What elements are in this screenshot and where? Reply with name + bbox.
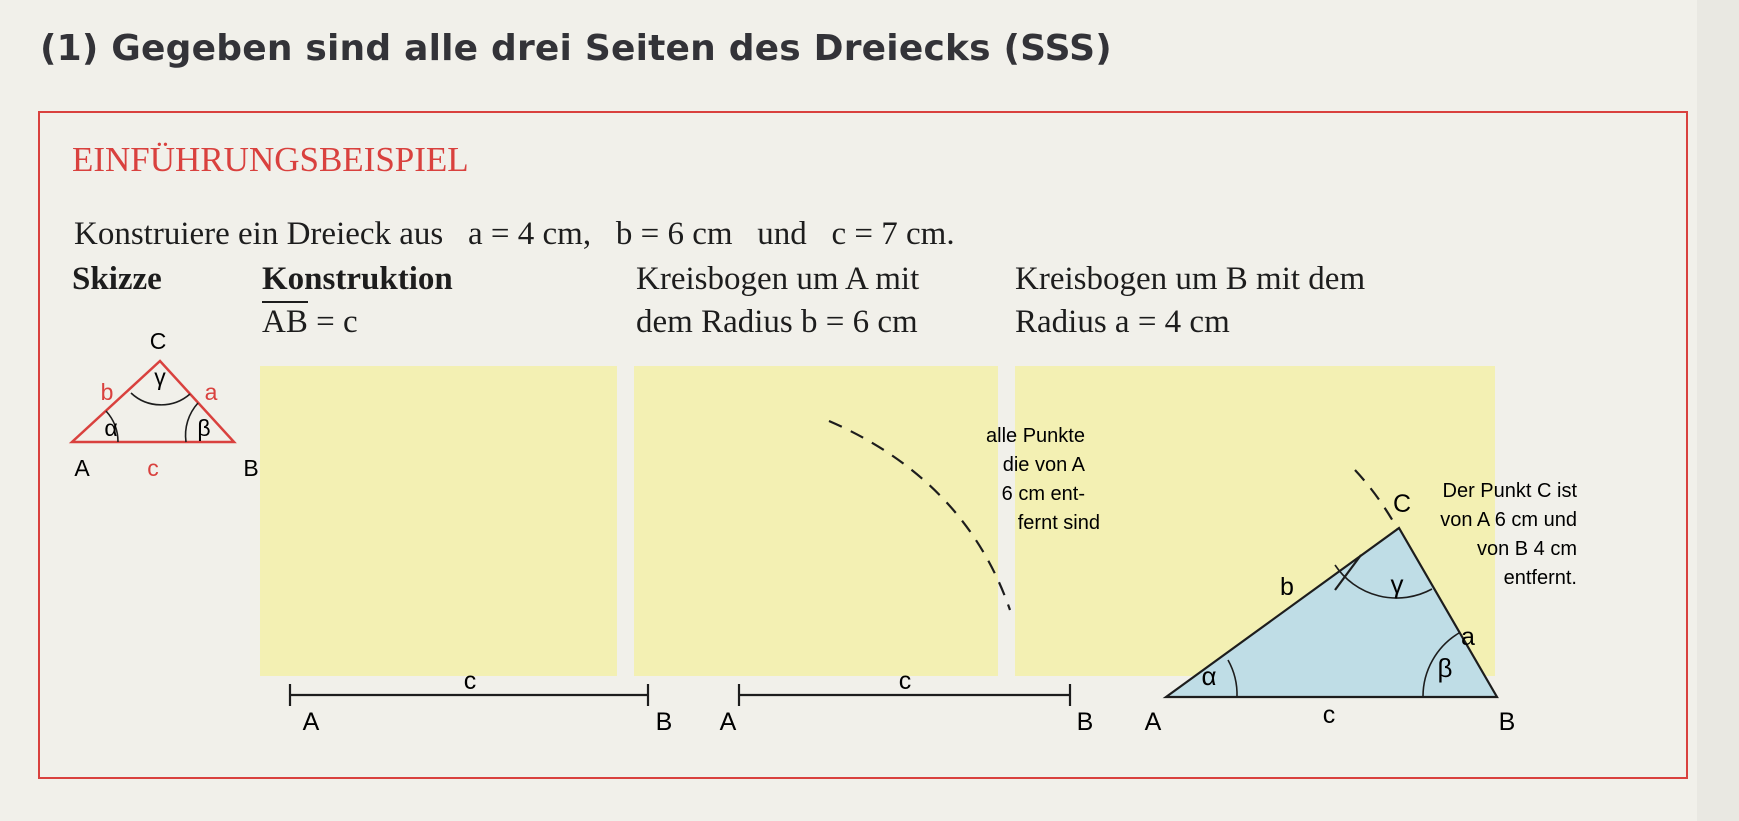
step1-label-a: A: [302, 708, 320, 736]
step3-side-a: a: [1461, 623, 1475, 651]
sketch-beta: β: [197, 415, 211, 441]
step1-figure: [290, 667, 672, 736]
step1-label-c: c: [463, 667, 477, 695]
step3-side-c: c: [1322, 701, 1336, 729]
step3-alpha: α: [1201, 661, 1217, 691]
construction-title: Konstruktion: [262, 261, 453, 297]
step3-gamma: γ: [1390, 569, 1404, 599]
step2-note-line3: 6 cm ent-: [1001, 483, 1085, 505]
sketch-figure: [72, 328, 259, 481]
step2-dashed-arc: [829, 421, 1010, 610]
step3-note-line4: entfernt.: [1503, 567, 1577, 589]
step3-figure: [1145, 470, 1578, 736]
step2-note-line4: fernt sind: [1017, 512, 1100, 534]
arc-b-line2: Radius a = 4 cm: [1015, 304, 1230, 340]
arc-a-line1: Kreisbogen um A mit: [636, 261, 920, 297]
arc-a-line2: dem Radius b = 6 cm: [636, 304, 918, 340]
step2-note-line2: die von A: [1002, 454, 1085, 476]
sketch-title: Skizze: [72, 261, 162, 297]
sketch-vertex-b: B: [243, 455, 259, 481]
task-statement: Konstruiere ein Dreieck aus a = 4 cm, b = 6 cm und c = 7 cm.: [74, 216, 955, 252]
sketch-vertex-c: C: [149, 328, 167, 354]
sketch-gamma: γ: [154, 364, 166, 390]
arc-b-line1: Kreisbogen um B mit dem: [1015, 261, 1366, 297]
step3-arc-a: [1355, 470, 1398, 530]
step2-label-b: B: [1076, 708, 1094, 736]
segment-ab-overlined: AB: [262, 301, 308, 340]
step3-vertex-c: C: [1392, 490, 1412, 518]
sketch-side-a: a: [204, 379, 218, 405]
sketch-alpha: α: [104, 415, 118, 441]
step3-vertex-b: B: [1498, 708, 1516, 736]
step1-label-b: B: [655, 708, 673, 736]
step2-note-line1: alle Punkte: [986, 425, 1085, 447]
sketch-side-b: b: [100, 379, 114, 405]
step3-note-line3: von B 4 cm: [1476, 538, 1577, 560]
step3-note-line1: Der Punkt C ist: [1442, 480, 1577, 502]
step2-label-a: A: [719, 708, 737, 736]
step2-figure: [720, 421, 1100, 736]
step2-label-c: c: [898, 667, 912, 695]
sketch-beta-arc: [186, 403, 198, 442]
step3-side-b: b: [1280, 573, 1294, 601]
sketch-gamma-arc: [131, 393, 190, 405]
formula-rest: = c: [307, 304, 358, 340]
sketch-side-c: c: [147, 455, 159, 481]
section-label: EINFÜHRUNGSBEISPIEL: [72, 140, 469, 179]
page-heading: (1) Gegeben sind alle drei Seiten des Dreiecks (SSS): [40, 28, 1112, 69]
step3-beta: β: [1437, 653, 1453, 683]
sketch-vertex-a: A: [74, 455, 90, 481]
step3-note-line2: von A 6 cm und: [1440, 509, 1577, 531]
step3-vertex-a: A: [1144, 708, 1162, 736]
